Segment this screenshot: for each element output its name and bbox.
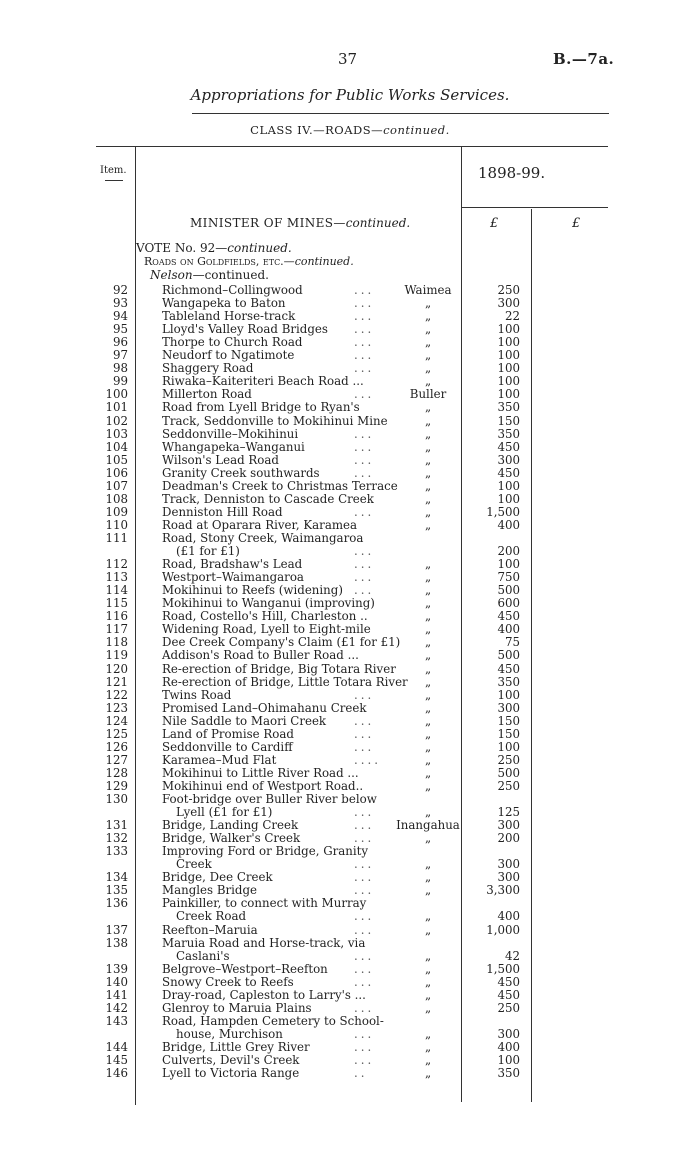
leader-dots: ... [354, 883, 375, 898]
leader-dots: ... [354, 335, 375, 350]
item-number: 118 [105, 635, 128, 650]
item-number: 145 [105, 1053, 128, 1067]
item-number: 137 [105, 922, 128, 937]
work-description: Painkiller, to connect with Murray [162, 896, 367, 911]
item-number: 98 [112, 361, 128, 376]
item-number: 110 [105, 517, 128, 532]
leader-dots: ... [354, 1000, 375, 1015]
leader-dots: .... [354, 752, 381, 767]
amount-value: 100 [497, 361, 520, 376]
leader-dots: .. [354, 1066, 368, 1080]
leader-dots: ... [354, 544, 375, 558]
work-description: Creek [176, 857, 212, 872]
amount-value: 600 [497, 596, 520, 611]
work-description: Lyell to Victoria Range [162, 1066, 300, 1080]
item-number: 121 [105, 674, 128, 689]
table-row [0, 1015, 700, 1029]
amount-value: 100 [497, 322, 520, 337]
leader-dots: ... [354, 426, 375, 441]
work-description: Creek Road [176, 909, 247, 924]
district-name: „ [424, 557, 432, 571]
work-description: Track, Denniston to Cascade Creek [162, 491, 374, 506]
work-description: Mokihinui to Little River Road ... [162, 765, 359, 780]
table-row [0, 297, 700, 311]
work-description: Glenroy to Maruia Plains [162, 1000, 312, 1015]
district-name: „ [424, 831, 432, 846]
district-name: „ [424, 400, 432, 415]
amount-value: 750 [497, 570, 520, 585]
item-number: 117 [105, 622, 128, 637]
item-number: 113 [105, 570, 128, 585]
work-description: Culverts, Devil's Creek [162, 1053, 300, 1067]
item-number: 126 [105, 739, 128, 754]
work-description: Twins Road [162, 687, 232, 702]
work-description: Mokihinui end of Westport Road.. [162, 778, 364, 793]
work-description: Foot-bridge over Buller River below [162, 792, 377, 806]
district-name: „ [424, 961, 432, 976]
leader-dots: ... [354, 922, 375, 937]
table-row [0, 349, 700, 363]
item-number: 129 [105, 778, 128, 793]
vote-line: VOTE No. 92—continued. [136, 241, 292, 255]
district-name: „ [424, 674, 432, 689]
amount-value: 200 [497, 544, 520, 558]
work-description: Granity Creek southwards [162, 465, 320, 480]
item-number: 119 [105, 648, 128, 663]
work-description: Track, Seddonville to Mokihinui Mine [162, 413, 388, 428]
work-description: Road from Lyell Bridge to Ryan's [162, 400, 360, 415]
leader-dots: ... [354, 1039, 375, 1054]
leader-dots: ... [354, 857, 375, 872]
work-description: Westport–Waimangaroa [162, 570, 304, 585]
work-description: Re-erection of Bridge, Big Totara River [162, 661, 396, 676]
work-description: Mokihinui to Reefs (widening) [162, 583, 343, 598]
work-description: Bridge, Walker's Creek [162, 831, 301, 846]
leader-dots: ... [354, 909, 375, 924]
amount-value: 450 [497, 465, 520, 480]
amount-value: 400 [497, 517, 520, 532]
district-name: „ [424, 491, 432, 506]
amount-value: 150 [497, 713, 520, 728]
leader-dots: ... [354, 805, 375, 819]
district-name: „ [424, 465, 432, 480]
district-name: „ [424, 700, 432, 715]
work-description: Lloyd's Valley Road Bridges [162, 322, 328, 337]
leader-dots: ... [354, 1053, 375, 1067]
work-description: Road at Oparara River, Karamea [162, 517, 358, 532]
table-row [0, 793, 700, 807]
amount-value: 200 [497, 831, 520, 846]
item-number: 127 [105, 752, 128, 767]
amount-value: 250 [497, 752, 520, 767]
amount-value: 100 [497, 348, 520, 363]
amount-value: 250 [497, 1000, 520, 1015]
district-name: „ [424, 739, 432, 754]
leader-dots: ... [354, 726, 375, 741]
work-description: Thorpe to Church Road [162, 335, 303, 350]
work-description: house, Murchison [176, 1026, 283, 1041]
work-description: Wilson's Lead Road [162, 452, 279, 467]
amount-value: 450 [497, 439, 520, 454]
year-header: 1898-99. [478, 164, 546, 182]
district-name: „ [424, 752, 432, 767]
ministry-heading: MINISTER OF MINES—continued. [190, 216, 411, 230]
district-name: „ [424, 504, 432, 519]
leader-dots: ... [354, 557, 375, 571]
work-description: Karamea–Mud Flat [162, 752, 277, 767]
district-name: „ [424, 883, 432, 898]
table-row [0, 336, 700, 350]
work-description: Tableland Horse-track [162, 309, 296, 324]
district-name: „ [424, 622, 432, 637]
amount-value: 100 [497, 1053, 520, 1067]
work-description: Seddonville to Cardiff [162, 739, 293, 754]
amount-value: 250 [497, 778, 520, 793]
district-name: „ [424, 857, 432, 872]
district-name: „ [424, 335, 432, 350]
amount-value: 3,300 [486, 883, 520, 898]
leader-dots: ... [354, 870, 375, 885]
amount-value: 350 [497, 674, 520, 689]
leader-dots: ... [354, 439, 375, 454]
leader-dots: ... [354, 348, 375, 363]
item-column-header: Item. [100, 165, 127, 176]
work-description: Riwaka–Kaiteriteri Beach Road ... [162, 374, 364, 389]
item-number: 116 [105, 609, 128, 624]
district-name: „ [424, 922, 432, 937]
district-name: „ [424, 517, 432, 532]
amount-value: 350 [497, 426, 520, 441]
district-name: „ [424, 1000, 432, 1015]
item-number: 125 [105, 726, 128, 741]
amount-value: 450 [497, 987, 520, 1002]
table-row [0, 310, 700, 324]
amount-value: 100 [497, 335, 520, 350]
leader-dots: ... [354, 309, 375, 324]
leader-dots: ... [354, 504, 375, 519]
district-name: „ [424, 648, 432, 663]
table-row [0, 845, 700, 859]
work-description: Mangles Bridge [162, 883, 257, 898]
amount-value: 100 [497, 374, 520, 389]
item-number: 112 [105, 557, 128, 571]
amount-value: 1,500 [486, 961, 520, 976]
district-name: „ [424, 687, 432, 702]
leader-dots: ... [354, 296, 375, 311]
leader-dots: ... [354, 583, 375, 598]
work-description: Land of Promise Road [162, 726, 294, 741]
item-number: 135 [105, 883, 128, 898]
district-name: „ [424, 361, 432, 376]
amount-value: 350 [497, 1066, 520, 1080]
amount-value: 400 [497, 909, 520, 924]
table-row [0, 1067, 700, 1081]
item-number: 136 [105, 896, 128, 911]
work-description: Millerton Road [162, 387, 252, 402]
item-number: 115 [105, 596, 128, 611]
leader-dots: ... [354, 361, 375, 376]
district-name: „ [424, 439, 432, 454]
item-number: 94 [112, 309, 128, 324]
work-description: Promised Land–Ohimahanu Creek [162, 700, 367, 715]
amount-value: 500 [497, 648, 520, 663]
work-description: Belgrove–Westport–Reefton [162, 961, 328, 976]
item-number: 100 [105, 387, 128, 402]
item-number: 111 [105, 531, 128, 545]
item-number: 132 [105, 831, 128, 846]
leader-dots: ... [354, 387, 375, 402]
item-number: 138 [105, 935, 128, 950]
work-description: Whangapeka–Wanganui [162, 439, 305, 454]
work-description: Maruia Road and Horse-track, via [162, 935, 366, 950]
amount-value: 100 [497, 687, 520, 702]
amount-value: 100 [497, 491, 520, 506]
item-number: 140 [105, 974, 128, 989]
amount-value: 150 [497, 726, 520, 741]
item-number: 108 [105, 491, 128, 506]
district-name: Buller [409, 387, 447, 402]
district-name: „ [424, 609, 432, 624]
item-number: 104 [105, 439, 128, 454]
district-name: „ [424, 948, 432, 963]
item-number: 128 [105, 765, 128, 780]
item-number: 95 [112, 322, 128, 337]
work-description: Road, Stony Creek, Waimangaroa [162, 531, 364, 545]
work-description: Road, Bradshaw's Lead [162, 557, 303, 571]
item-number: 146 [105, 1066, 128, 1080]
work-description: Wangapeka to Baton [162, 296, 286, 311]
item-number: 92 [112, 283, 128, 297]
work-description: Neudorf to Ngatimote [162, 348, 295, 363]
work-description: Seddonville–Mokihinui [162, 426, 299, 441]
district-name: „ [424, 348, 432, 363]
amount-value: 400 [497, 622, 520, 637]
district-name: Inangahua [396, 818, 460, 833]
item-number: 93 [112, 296, 128, 311]
item-number: 109 [105, 504, 128, 519]
district-name: „ [424, 452, 432, 467]
district-name: „ [424, 1066, 432, 1080]
amount-value: 300 [497, 296, 520, 311]
work-description: Bridge, Dee Creek [162, 870, 273, 885]
amount-value: 100 [497, 739, 520, 754]
amount-value: 300 [497, 870, 520, 885]
work-description: Nile Saddle to Maori Creek [162, 713, 327, 728]
item-number: 102 [105, 413, 128, 428]
work-description: Bridge, Little Grey River [162, 1039, 310, 1054]
amount-value: 150 [497, 413, 520, 428]
amount-value: 500 [497, 765, 520, 780]
district-name: „ [424, 426, 432, 441]
district-name: „ [424, 778, 432, 793]
item-number: 103 [105, 426, 128, 441]
district-name: „ [424, 805, 432, 819]
amount-value: 500 [497, 583, 520, 598]
amount-value: 1,000 [486, 922, 520, 937]
leader-dots: ... [354, 948, 375, 963]
district-name: „ [424, 1053, 432, 1067]
leader-dots: ... [354, 739, 375, 754]
item-number: 101 [105, 400, 128, 415]
item-number: 114 [105, 583, 128, 598]
section-heading: Roads on Goldfields, etc.—continued. [144, 255, 354, 268]
item-number: 144 [105, 1039, 128, 1054]
district-name: „ [424, 713, 432, 728]
district-name: „ [424, 374, 432, 389]
work-description: Dray-road, Capleston to Larry's ... [162, 987, 366, 1002]
item-number: 106 [105, 465, 128, 480]
table-row [0, 323, 700, 337]
work-description: (£1 for £1) [176, 544, 240, 558]
leader-dots: ... [354, 465, 375, 480]
work-description: Caslani's [176, 948, 230, 963]
item-number: 143 [105, 1013, 128, 1028]
amount-value: 300 [497, 452, 520, 467]
amount-value: 100 [497, 478, 520, 493]
table-row [0, 937, 700, 951]
item-number: 139 [105, 961, 128, 976]
amount-value: 300 [497, 857, 520, 872]
leader-dots: ... [354, 322, 375, 337]
work-description: Snowy Creek to Reefs [162, 974, 294, 989]
work-description: Widening Road, Lyell to Eight-mile [162, 622, 371, 637]
district-name: „ [424, 309, 432, 324]
district-name: „ [424, 322, 432, 337]
amount-value: 22 [504, 309, 520, 324]
table-row [0, 284, 700, 298]
leader-dots: ... [354, 687, 375, 702]
work-description: Reefton–Maruia [162, 922, 258, 937]
item-number: 107 [105, 478, 128, 493]
amount-value: 450 [497, 661, 520, 676]
document-reference: B.—7a. [553, 50, 615, 68]
work-description: Mokihinui to Wanganui (improving) [162, 596, 375, 611]
work-description: Bridge, Landing Creek [162, 818, 299, 833]
district-name: „ [424, 1039, 432, 1054]
work-description: Dee Creek Company's Claim (£1 for £1) [162, 635, 401, 650]
table-row [0, 897, 700, 911]
work-description: Re-erection of Bridge, Little Totara River [162, 674, 408, 689]
amount-value: 300 [497, 1026, 520, 1041]
district-name: „ [424, 570, 432, 585]
amount-value: 125 [497, 805, 520, 819]
amount-value: 350 [497, 400, 520, 415]
currency-symbol-amount: £ [490, 216, 499, 231]
amount-value: 100 [497, 557, 520, 571]
leader-dots: ... [354, 1026, 375, 1041]
item-number: 120 [105, 661, 128, 676]
item-number: 131 [105, 818, 128, 833]
work-description: Improving Ford or Bridge, Granity [162, 844, 369, 859]
leader-dots: ... [354, 818, 375, 833]
amount-value: 1,500 [486, 504, 520, 519]
work-description: Shaggery Road [162, 361, 254, 376]
class-heading: CLASS IV.—ROADS—continued. [250, 123, 450, 137]
amount-value: 450 [497, 609, 520, 624]
work-description: Road, Costello's Hill, Charleston .. [162, 609, 368, 624]
district-name: „ [424, 909, 432, 924]
district-name: „ [424, 583, 432, 598]
district-name: „ [424, 974, 432, 989]
item-number: 123 [105, 700, 128, 715]
page-title: Appropriations for Public Works Services. [190, 86, 510, 104]
amount-value: 450 [497, 974, 520, 989]
work-description: Richmond–Collingwood [162, 283, 303, 297]
district-name: „ [424, 478, 432, 493]
amount-value: 300 [497, 818, 520, 833]
amount-value: 42 [504, 948, 520, 963]
district-name: „ [424, 1026, 432, 1041]
district-name: „ [424, 987, 432, 1002]
item-number: 97 [112, 348, 128, 363]
district-name: „ [424, 296, 432, 311]
district-name: „ [424, 596, 432, 611]
district-name: „ [424, 635, 432, 650]
currency-symbol-subtotal: £ [572, 216, 581, 231]
work-description: Deadman's Creek to Christmas Terrace [162, 478, 398, 493]
work-description: Road, Hampden Cemetery to School- [162, 1013, 384, 1028]
district-name: „ [424, 765, 432, 780]
amount-value: 75 [504, 635, 520, 650]
district-name: „ [424, 870, 432, 885]
district-name: „ [424, 726, 432, 741]
item-number: 105 [105, 452, 128, 467]
item-number: 142 [105, 1000, 128, 1015]
item-number: 96 [112, 335, 128, 350]
item-number: 130 [105, 792, 128, 806]
leader-dots: ... [354, 974, 375, 989]
item-number: 133 [105, 844, 128, 859]
item-number: 99 [112, 374, 128, 389]
item-number: 141 [105, 987, 128, 1002]
leader-dots: ... [354, 713, 375, 728]
item-number: 122 [105, 687, 128, 702]
item-number: 124 [105, 713, 128, 728]
leader-dots: ... [354, 831, 375, 846]
district-name: „ [424, 413, 432, 428]
leader-dots: ... [354, 961, 375, 976]
page-number: 37 [338, 50, 358, 68]
item-number: 134 [105, 870, 128, 885]
leader-dots: ... [354, 570, 375, 585]
work-description: Denniston Hill Road [162, 504, 283, 519]
leader-dots: ... [354, 283, 375, 297]
work-description: Lyell (£1 for £1) [176, 805, 273, 819]
amount-value: 250 [497, 283, 520, 297]
amount-value: 400 [497, 1039, 520, 1054]
amount-value: 100 [497, 387, 520, 402]
district-heading: Nelson—continued. [150, 268, 269, 282]
district-name: „ [424, 661, 432, 676]
amount-value: 300 [497, 700, 520, 715]
leader-dots: ... [354, 452, 375, 467]
work-description: Addison's Road to Buller Road ... [162, 648, 359, 663]
district-name: Waimea [404, 283, 452, 297]
table-row [0, 532, 700, 546]
